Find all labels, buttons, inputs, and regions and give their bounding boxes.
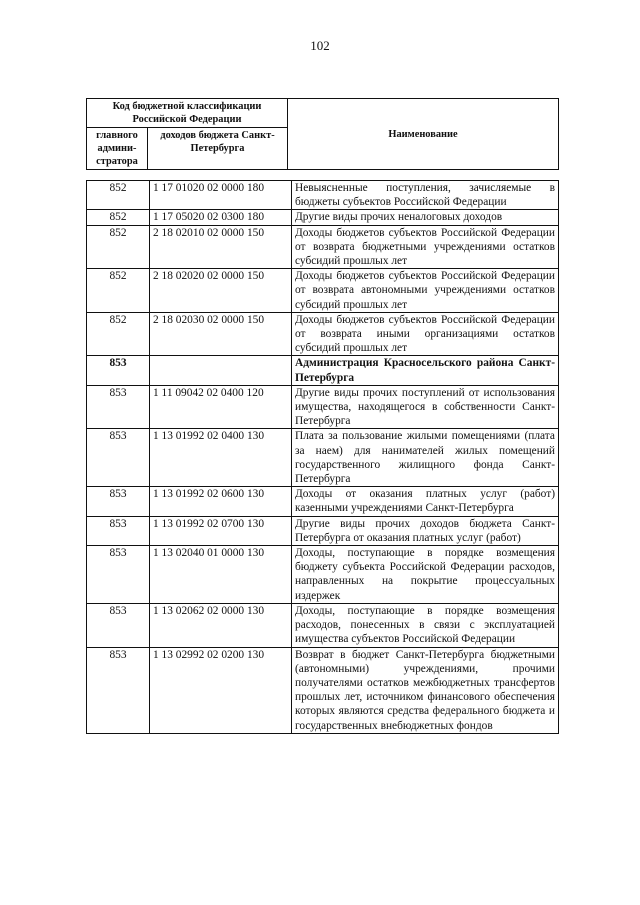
table-row (87, 546, 559, 604)
admin-code-cell: 853 (87, 356, 150, 385)
income-code-cell: 1 13 01992 02 0600 130 (150, 487, 292, 516)
table-row (87, 356, 559, 385)
table-row (87, 312, 559, 356)
admin-code-cell: 853 (87, 546, 150, 604)
name-cell: Другие виды прочих поступлений от использования имущества, находящегося в собственности Санкт-Петербурга (292, 385, 559, 429)
name-cell: Доходы бюджетов субъектов Российской Федерации от возврата автономными учреждениями остатков субсидий прошлых лет (292, 269, 559, 313)
name-cell: Доходы от оказания платных услуг (работ) казенными учреждениями Санкт-Петербурга (292, 487, 559, 516)
admin-code-cell: 853 (87, 385, 150, 429)
income-code-cell: 2 18 02030 02 0000 150 (150, 312, 292, 356)
table-row (87, 269, 559, 313)
name-cell: Плата за пользование жилыми помещениями (плата за наем) для нанимателей жилых помещений государственного жилищного фонда Санкт-Петербурга (292, 429, 559, 487)
income-code-cell (150, 356, 292, 385)
income-code-cell: 1 13 01992 02 0700 130 (150, 516, 292, 545)
table-row (87, 603, 559, 647)
income-code-cell: 1 13 02992 02 0200 130 (150, 647, 292, 733)
income-code-cell: 1 13 01992 02 0400 130 (150, 429, 292, 487)
admin-code-cell: 853 (87, 647, 150, 733)
admin-code-cell: 852 (87, 225, 150, 269)
header-name-column: Наименование (288, 99, 559, 170)
income-code-cell: 1 17 05020 02 0300 180 (150, 210, 292, 225)
classification-table (86, 180, 559, 734)
name-cell: Другие виды прочих неналоговых доходов (292, 210, 559, 225)
name-cell: Доходы, поступающие в порядке возмещения расходов, понесенных в связи с эксплуатацией имущества субъектов Российской Федерации (292, 603, 559, 647)
header-table (86, 98, 559, 170)
admin-code-cell: 852 (87, 210, 150, 225)
table-row (87, 487, 559, 516)
income-code-cell: 1 17 01020 02 0000 180 (150, 181, 292, 210)
table-row (87, 647, 559, 733)
name-cell: Другие виды прочих доходов бюджета Санкт-Петербурга от оказания платных услуг (работ) (292, 516, 559, 545)
admin-code-cell: 852 (87, 181, 150, 210)
income-code-cell: 1 11 09042 02 0400 120 (150, 385, 292, 429)
admin-code-cell: 853 (87, 603, 150, 647)
name-cell: Доходы бюджетов субъектов Российской Федерации от возврата иными организациями остатков субсидий прошлых лет (292, 312, 559, 356)
admin-code-cell: 853 (87, 516, 150, 545)
name-cell: Администрация Красносельского района Санкт-Петербурга (292, 356, 559, 385)
income-code-cell: 1 13 02040 01 0000 130 (150, 546, 292, 604)
table-row (87, 181, 559, 210)
income-code-cell: 2 18 02020 02 0000 150 (150, 269, 292, 313)
name-cell: Невыясненные поступления, зачисляемые в бюджеты субъектов Российской Федерации (292, 181, 559, 210)
header-income-column: доходов бюджета Санкт-Петербурга (148, 128, 288, 170)
table-row (87, 385, 559, 429)
admin-code-cell: 852 (87, 312, 150, 356)
income-code-cell: 2 18 02010 02 0000 150 (150, 225, 292, 269)
admin-code-cell: 853 (87, 429, 150, 487)
table-row (87, 516, 559, 545)
table-row (87, 225, 559, 269)
name-cell: Доходы бюджетов субъектов Российской Федерации от возврата бюджетными учреждениями остатков субсидий прошлых лет (292, 225, 559, 269)
table-row (87, 210, 559, 225)
page-number: 102 (310, 38, 330, 53)
header-admin-column: главного админи-стратора (87, 128, 148, 170)
header-group-label: Код бюджетной классификации Российской Федерации (87, 99, 288, 128)
admin-code-cell: 852 (87, 269, 150, 313)
table-row (87, 429, 559, 487)
income-code-cell: 1 13 02062 02 0000 130 (150, 603, 292, 647)
name-cell: Доходы, поступающие в порядке возмещения бюджету субъекта Российской Федерации расходов, направленных на покрытие процессуальных издержек (292, 546, 559, 604)
name-cell: Возврат в бюджет Санкт-Петербурга бюджетными (автономными) учреждениями, прочими получателями остатков межбюджетных трансфертов прошлых лет, источником финансового обеспечения которых являются средства федерального бюджета и государственных внебюджетных фондов (292, 647, 559, 733)
admin-code-cell: 853 (87, 487, 150, 516)
